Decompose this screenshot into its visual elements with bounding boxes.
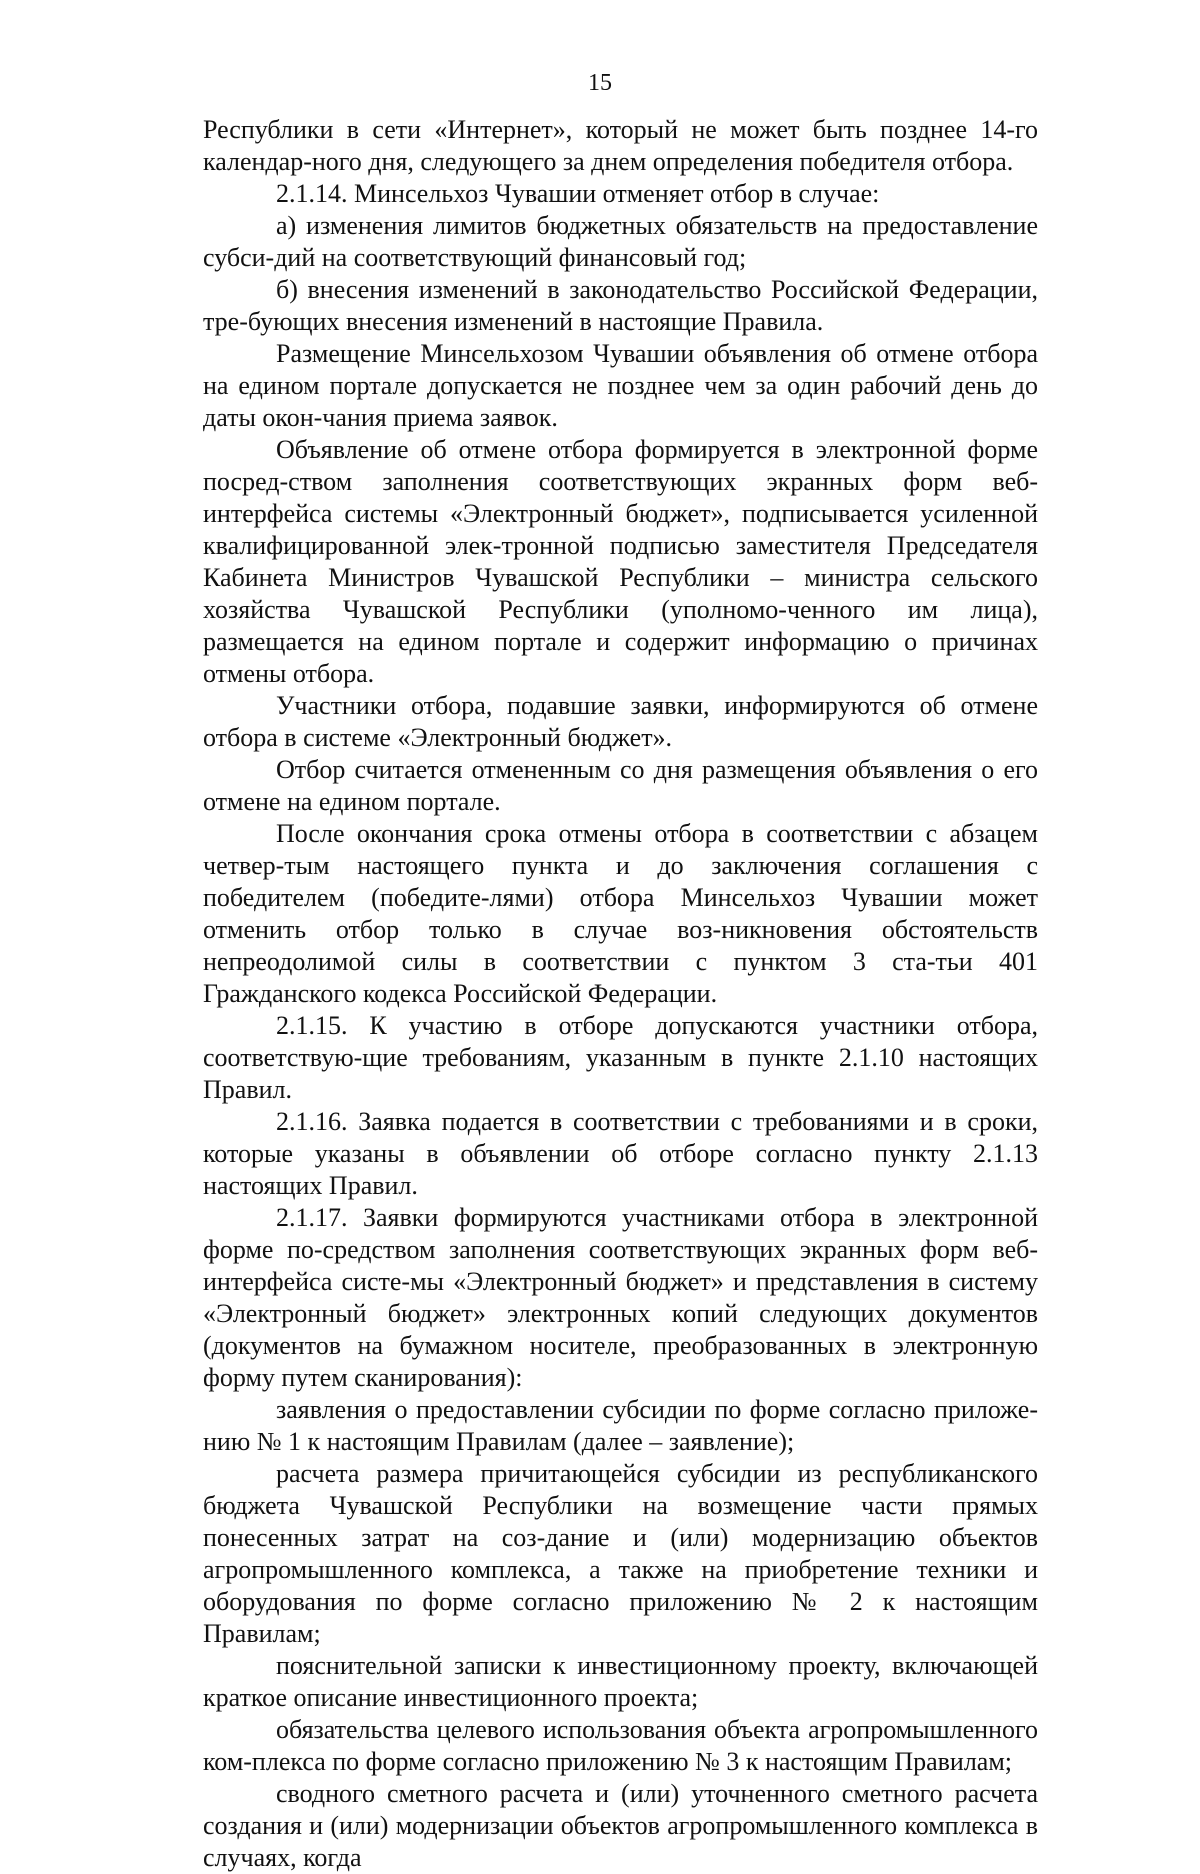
paragraph: Участники отбора, подавшие заявки, информируются об отмене отбора в системе «Электронный бюджет».: [203, 691, 1038, 752]
paragraph: а) изменения лимитов бюджетных обязательств на предоставление субси-дий на соответствующий финансовый год;: [203, 211, 1038, 272]
paragraph: обязательства целевого использования объекта агропромышленного ком-плекса по форме согласно приложению № 3 к настоящим Правилам;: [203, 1715, 1038, 1776]
paragraph: сводного сметного расчета и (или) уточненного сметного расчета создания и (или) модернизации объектов агропромышленного комплекса в случаях, когда: [203, 1779, 1038, 1872]
paragraph: Объявление об отмене отбора формируется в электронной форме посред-ством заполнения соответствующих экранных форм веб-интерфейса системы «Электронный бюджет», подписывается усиленной квалифицированной элек-тронной подписью заместителя Председателя Кабинета Министров Чувашской Республики – министра сельского хозяйства Чувашской Республики (уполномо-ченного им лица), размещается на едином портале и содержит информацию о причинах отмены отбора.: [203, 435, 1038, 688]
document-body: [203, 114, 1038, 1874]
paragraph: 2.1.16. Заявка подается в соответствии с требованиями и в сроки, которые указаны в объявлении об отборе согласно пункту 2.1.13 настоящих Правил.: [203, 1107, 1038, 1200]
paragraph: 2.1.14. Минсельхоз Чувашии отменяет отбор в случае:: [276, 179, 880, 208]
paragraph: Отбор считается отмененным со дня размещения объявления о его отмене на едином портале.: [203, 755, 1038, 816]
paragraph: б) внесения изменений в законодательство Российской Федерации, тре-бующих внесения изменений в настоящие Правила.: [203, 275, 1038, 336]
paragraph: 2.1.15. К участию в отборе допускаются участники отбора, соответствую-щие требованиям, указанным в пункте 2.1.10 настоящих Правил.: [203, 1011, 1038, 1104]
paragraph: После окончания срока отмены отбора в соответствии с абзацем четвер-тым настоящего пункта и до заключения соглашения с победителем (победите-лями) отбора Минсельхоз Чувашии может отменить отбор только в случае воз-никновения обстоятельств непреодолимой силы в соответствии с пунктом 3 ста-тьи 401 Гражданского кодекса Российской Федерации.: [203, 819, 1038, 1008]
paragraph: заявления о предоставлении субсидии по форме согласно приложе-нию № 1 к настоящим Правилам (далее – заявление);: [203, 1395, 1038, 1456]
paragraph: Размещение Минсельхозом Чувашии объявления об отмене отбора на едином портале допускается не позднее чем за один рабочий день до даты окон-чания приема заявок.: [203, 339, 1038, 432]
paragraph: расчета размера причитающейся субсидии из республиканского бюджета Чувашской Республики на возмещение части прямых понесенных затрат на соз-дание и (или) модернизацию объектов агропромышленного комплекса, а также на приобретение техники и оборудования по форме согласно приложению № 2 к настоящим Правилам;: [203, 1459, 1038, 1648]
paragraph: 2.1.17. Заявки формируются участниками отбора в электронной форме по-средством заполнения соответствующих экранных форм веб-интерфейса систе-мы «Электронный бюджет» и представления в систему «Электронный бюджет» электронных копий следующих документов (документов на бумажном носителе, преобразованных в электронную форму путем сканирования):: [203, 1203, 1038, 1392]
paragraph: пояснительной записки к инвестиционному проекту, включающей краткое описание инвестиционного проекта;: [203, 1651, 1038, 1712]
paragraph: Республики в сети «Интернет», который не может быть позднее 14-го календар-ного дня, следующего за днем определения победителя отбора.: [203, 115, 1038, 176]
page-number: 15: [588, 70, 612, 96]
